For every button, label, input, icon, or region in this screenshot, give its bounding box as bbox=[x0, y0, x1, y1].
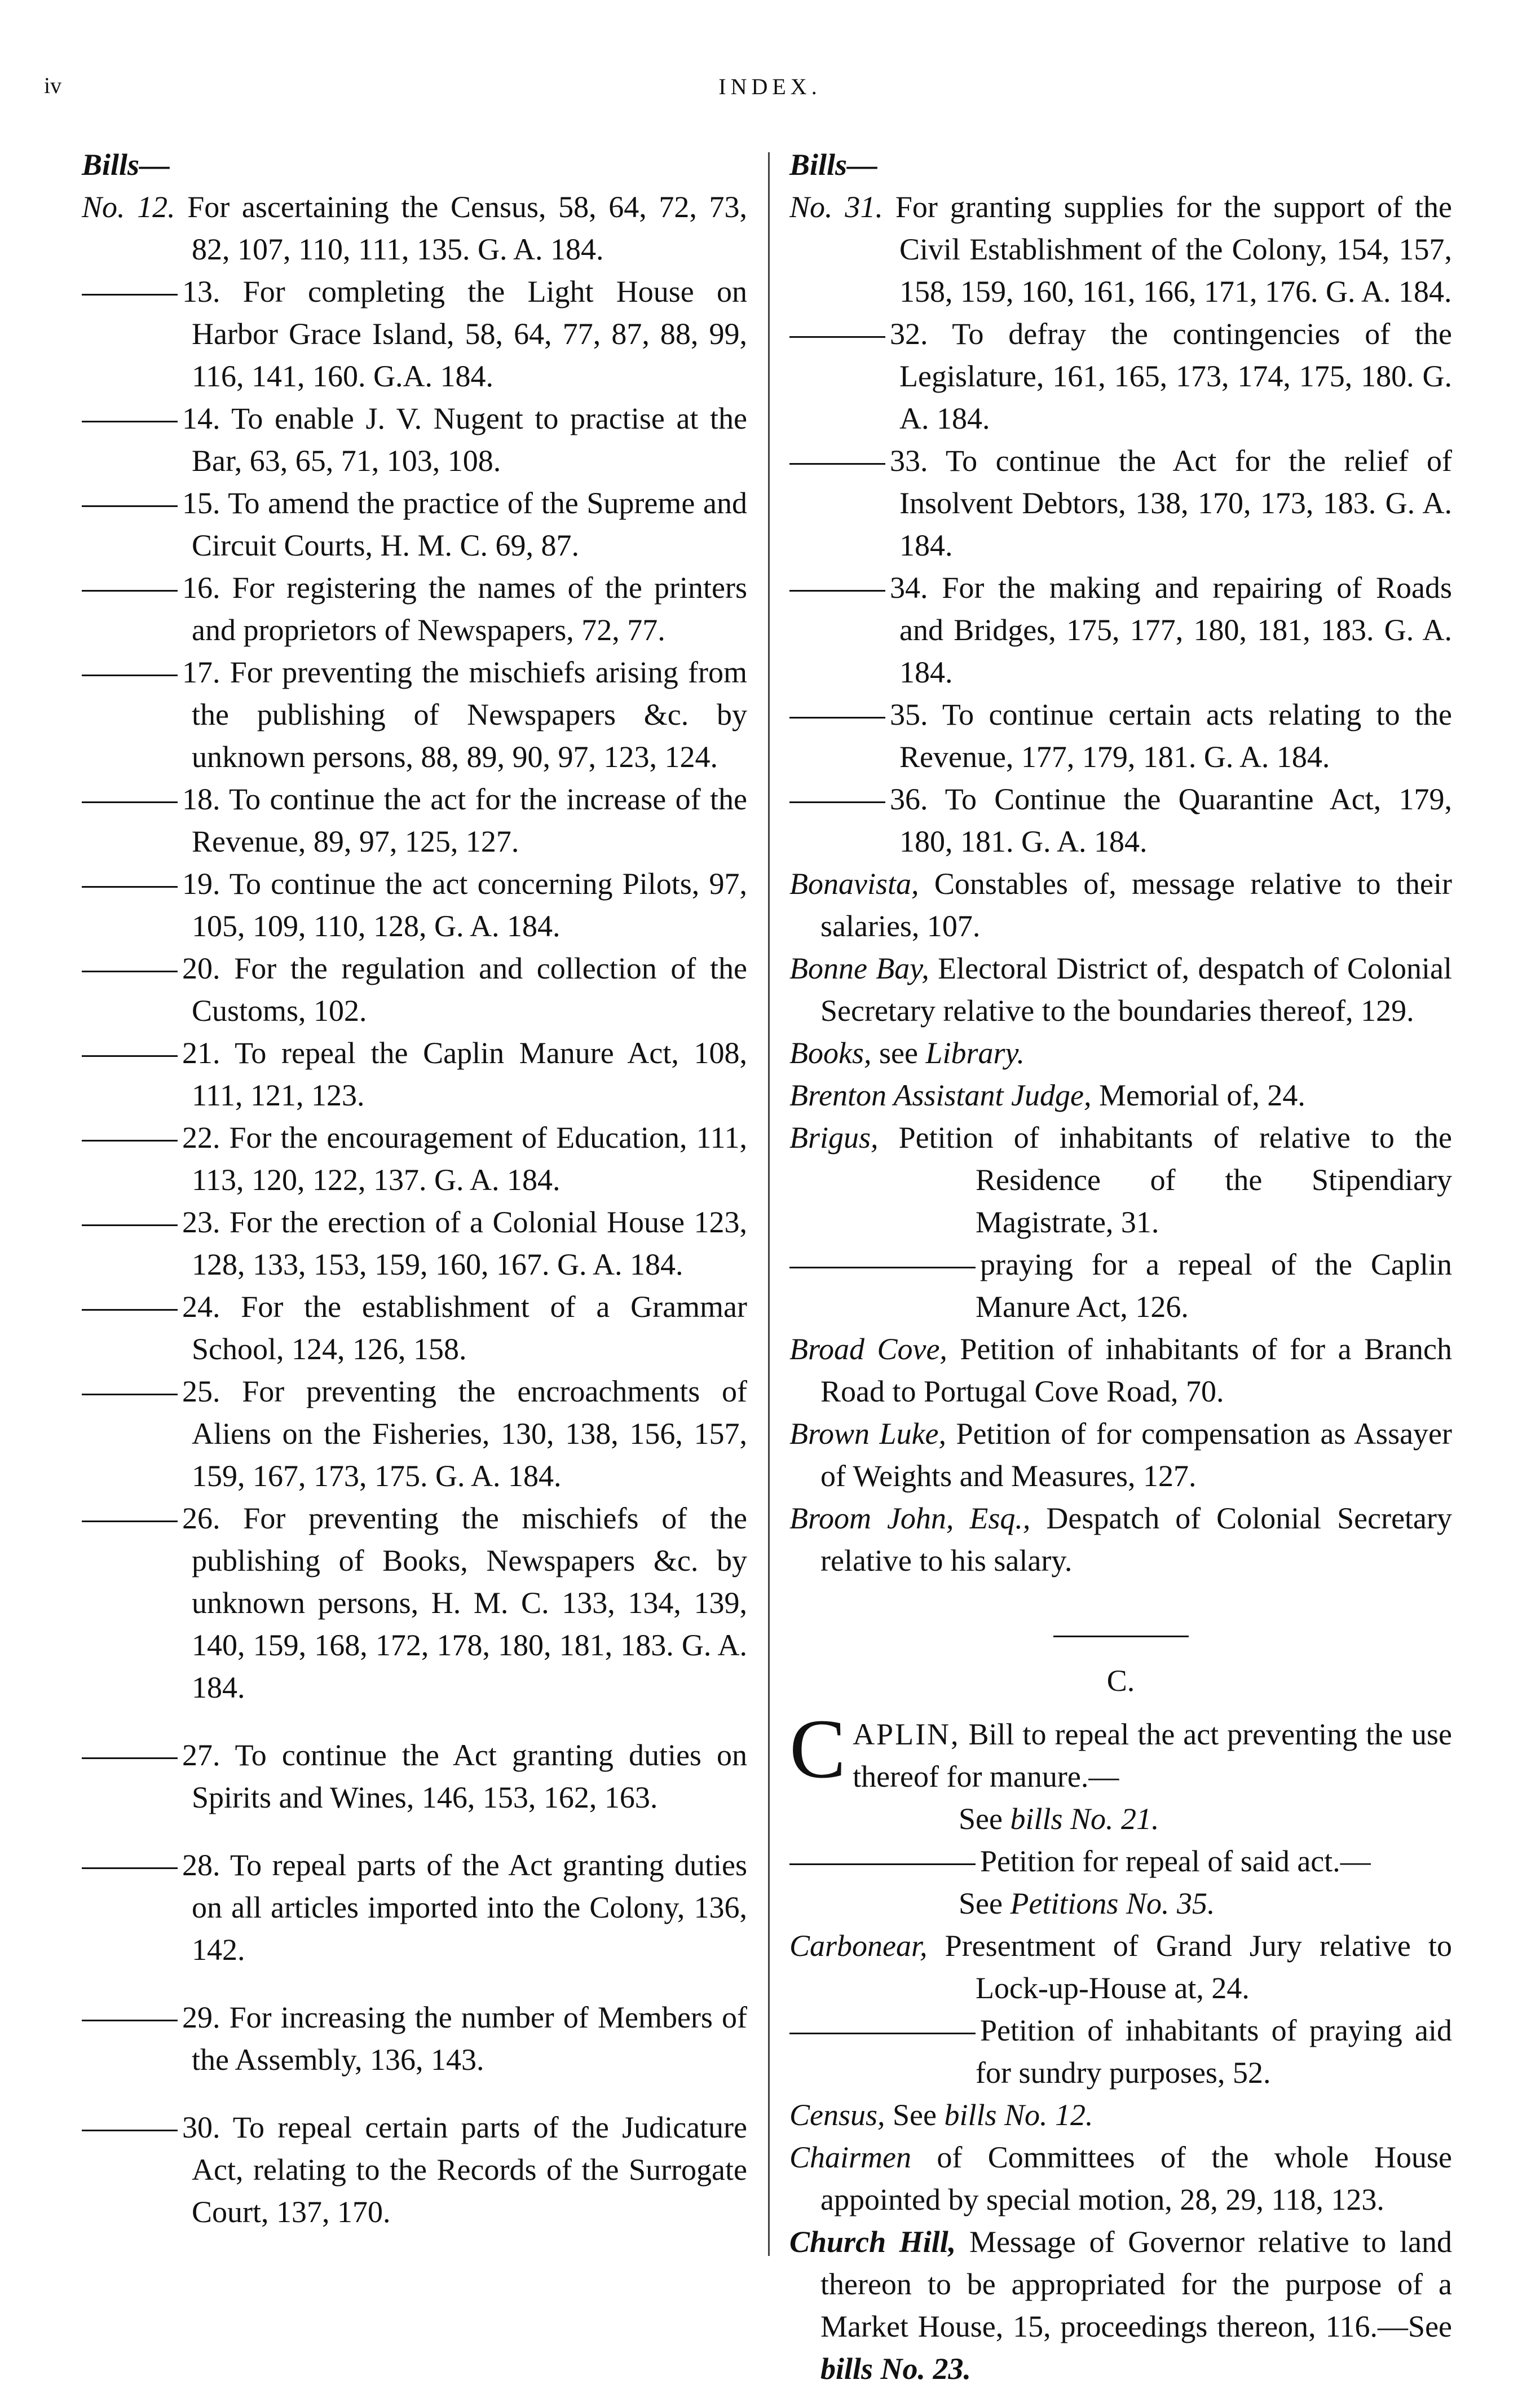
section-rule bbox=[1053, 1636, 1189, 1637]
index-entry: Broad Cove, Petition of inhabitants of for a Branch Road to Portugal Cove Road, 70. bbox=[789, 1332, 1452, 1408]
bill-entry: 16. For registering the names of the printers and proprietors of Newspapers, 72, 77. bbox=[82, 567, 747, 651]
column-divider bbox=[768, 152, 770, 2256]
bill-entry: 30. To repeal certain parts of the Judicature Act, relating to the Records of the Surrogate Court, 137, 170. bbox=[82, 2106, 747, 2233]
index-entry: Church Hill, Message of Governor relative to land thereon to be appropriated for the purpose of a Market House, 15, proceedings thereon, 116.—See bills No. 23. bbox=[789, 2225, 1453, 2386]
index-subentry: Petition of inhabitants of praying aid for sundry purposes, 52. bbox=[789, 2009, 1452, 2094]
index-subentry: praying for a repeal of the Caplin Manure Act, 126. bbox=[789, 1244, 1452, 1328]
index-subentry: Petition for repeal of said act.— bbox=[789, 1840, 1452, 1883]
index-entry-caplin: CAPLIN, Bill to repeal the act preventing the use thereof for manure.— bbox=[789, 1702, 1452, 1796]
index-entry: Books, see Library. bbox=[789, 1036, 1025, 1070]
bill-entry: 27. To continue the Act granting duties on Spirits and Wines, 146, 153, 162, 163. bbox=[82, 1734, 747, 1819]
running-head: INDEX. bbox=[718, 74, 822, 99]
bill-entry: 15. To amend the practice of the Supreme and Circuit Courts, H. M. C. 69, 87. bbox=[82, 482, 747, 567]
bill-entry: 18. To continue the act for the increase of the Revenue, 89, 97, 125, 127. bbox=[82, 778, 747, 863]
right-heading: Bills— bbox=[789, 148, 878, 182]
index-entry: Bonne Bay, Electoral District of, despatch of Colonial Secretary relative to the boundaries thereof, 129. bbox=[789, 951, 1453, 1028]
bill-entry: 26. For preventing the mischiefs of the publishing of Books, Newspapers &c. by unknown persons, H. M. C. 133, 134, 139, 140, 159, 168, 172, 178, 180, 181, 183. G. A. 184. bbox=[82, 1497, 747, 1709]
bill-entry: 17. For preventing the mischiefs arising from the publishing of Newspapers &c. by unknown persons, 88, 89, 90, 97, 123, 124. bbox=[82, 651, 747, 778]
bill-entry: 23. For the erection of a Colonial House 123, 128, 133, 153, 159, 160, 167. G. A. 184. bbox=[82, 1201, 747, 1286]
bill-entry: 13. For completing the Light House on Harbor Grace Island, 58, 64, 77, 87, 88, 99, 116, 141, 160. G.A. 184. bbox=[82, 271, 747, 398]
bill-entry: 32. To defray the contingencies of the Legislature, 161, 165, 173, 174, 175, 180. G. A. 184. bbox=[789, 313, 1452, 440]
right-column bbox=[789, 144, 1452, 2390]
see-reference: See Petitions No. 35. bbox=[959, 1887, 1215, 1920]
bill-entry: 29. For increasing the number of Members of the Assembly, 136, 143. bbox=[82, 1997, 747, 2081]
bill-entry: 21. To repeal the Caplin Manure Act, 108, 111, 121, 123. bbox=[82, 1032, 747, 1117]
bill-entry: 24. For the establishment of a Grammar School, 124, 126, 158. bbox=[82, 1286, 747, 1370]
left-column bbox=[82, 144, 747, 2233]
index-entry: Bonavista, Constables of, message relative to their salaries, 107. bbox=[789, 867, 1452, 943]
bill-entry: No. 31. For granting supplies for the support of the Civil Establishment of the Colony, 154, 157, 158, 159, 160, 161, 166, 171, 176. G. A. 184. bbox=[789, 190, 1452, 309]
bill-entry: 36. To Continue the Quarantine Act, 179, 180, 181. G. A. 184. bbox=[789, 778, 1452, 863]
index-entry: Brenton Assistant Judge, Memorial of, 24. bbox=[789, 1078, 1305, 1112]
index-entry: Chairmen of Committees of the whole House appointed by special motion, 28, 29, 118, 123. bbox=[789, 2140, 1452, 2216]
bill-entry: 34. For the making and repairing of Roads and Bridges, 175, 177, 180, 181, 183. G. A. 184. bbox=[789, 567, 1452, 694]
drop-cap: C bbox=[789, 1702, 846, 1796]
bill-entry: 14. To enable J. V. Nugent to practise at the Bar, 63, 65, 71, 103, 108. bbox=[82, 398, 747, 482]
see-reference: See bills No. 21. bbox=[959, 1802, 1159, 1836]
bill-entry: 19. To continue the act concerning Pilots, 97, 105, 109, 110, 128, G. A. 184. bbox=[82, 863, 747, 947]
index-entry: Census, See bills No. 12. bbox=[789, 2098, 1093, 2132]
section-letter: C. bbox=[1106, 1664, 1135, 1698]
index-entry: Carbonear, Presentment of Grand Jury relative to Lock-up-House at, 24. bbox=[789, 1929, 1453, 2005]
bill-entry: No. 12. For ascertaining the Census, 58, 64, 72, 73, 82, 107, 110, 111, 135. G. A. 184. bbox=[82, 190, 747, 266]
bill-entry: 28. To repeal parts of the Act granting duties on all articles imported into the Colony, 136, 142. bbox=[82, 1844, 747, 1971]
bill-entry: 20. For the regulation and collection of the Customs, 102. bbox=[82, 947, 747, 1032]
left-heading: Bills— bbox=[82, 148, 170, 182]
page-number: iv bbox=[44, 73, 62, 98]
bill-entry: 25. For preventing the encroachments of Aliens on the Fisheries, 130, 138, 156, 157, 159, 167, 173, 175. G. A. 184. bbox=[82, 1370, 747, 1497]
bill-entry: 22. For the encouragement of Education, 111, 113, 120, 122, 137. G. A. 184. bbox=[82, 1117, 747, 1201]
bill-entry: 35. To continue certain acts relating to the Revenue, 177, 179, 181. G. A. 184. bbox=[789, 694, 1452, 778]
bill-entry: 33. To continue the Act for the relief of Insolvent Debtors, 138, 170, 173, 183. G. A. 184. bbox=[789, 440, 1452, 567]
index-entry: Broom John, Esq., Despatch of Colonial Secretary relative to his salary. bbox=[789, 1501, 1453, 1577]
index-entry: Brigus, Petition of inhabitants of relative to the Residence of the Stipendiary Magistrate, 31. bbox=[789, 1121, 1452, 1239]
index-entry: Brown Luke, Petition of for compensation as Assayer of Weights and Measures, 127. bbox=[789, 1417, 1453, 1493]
